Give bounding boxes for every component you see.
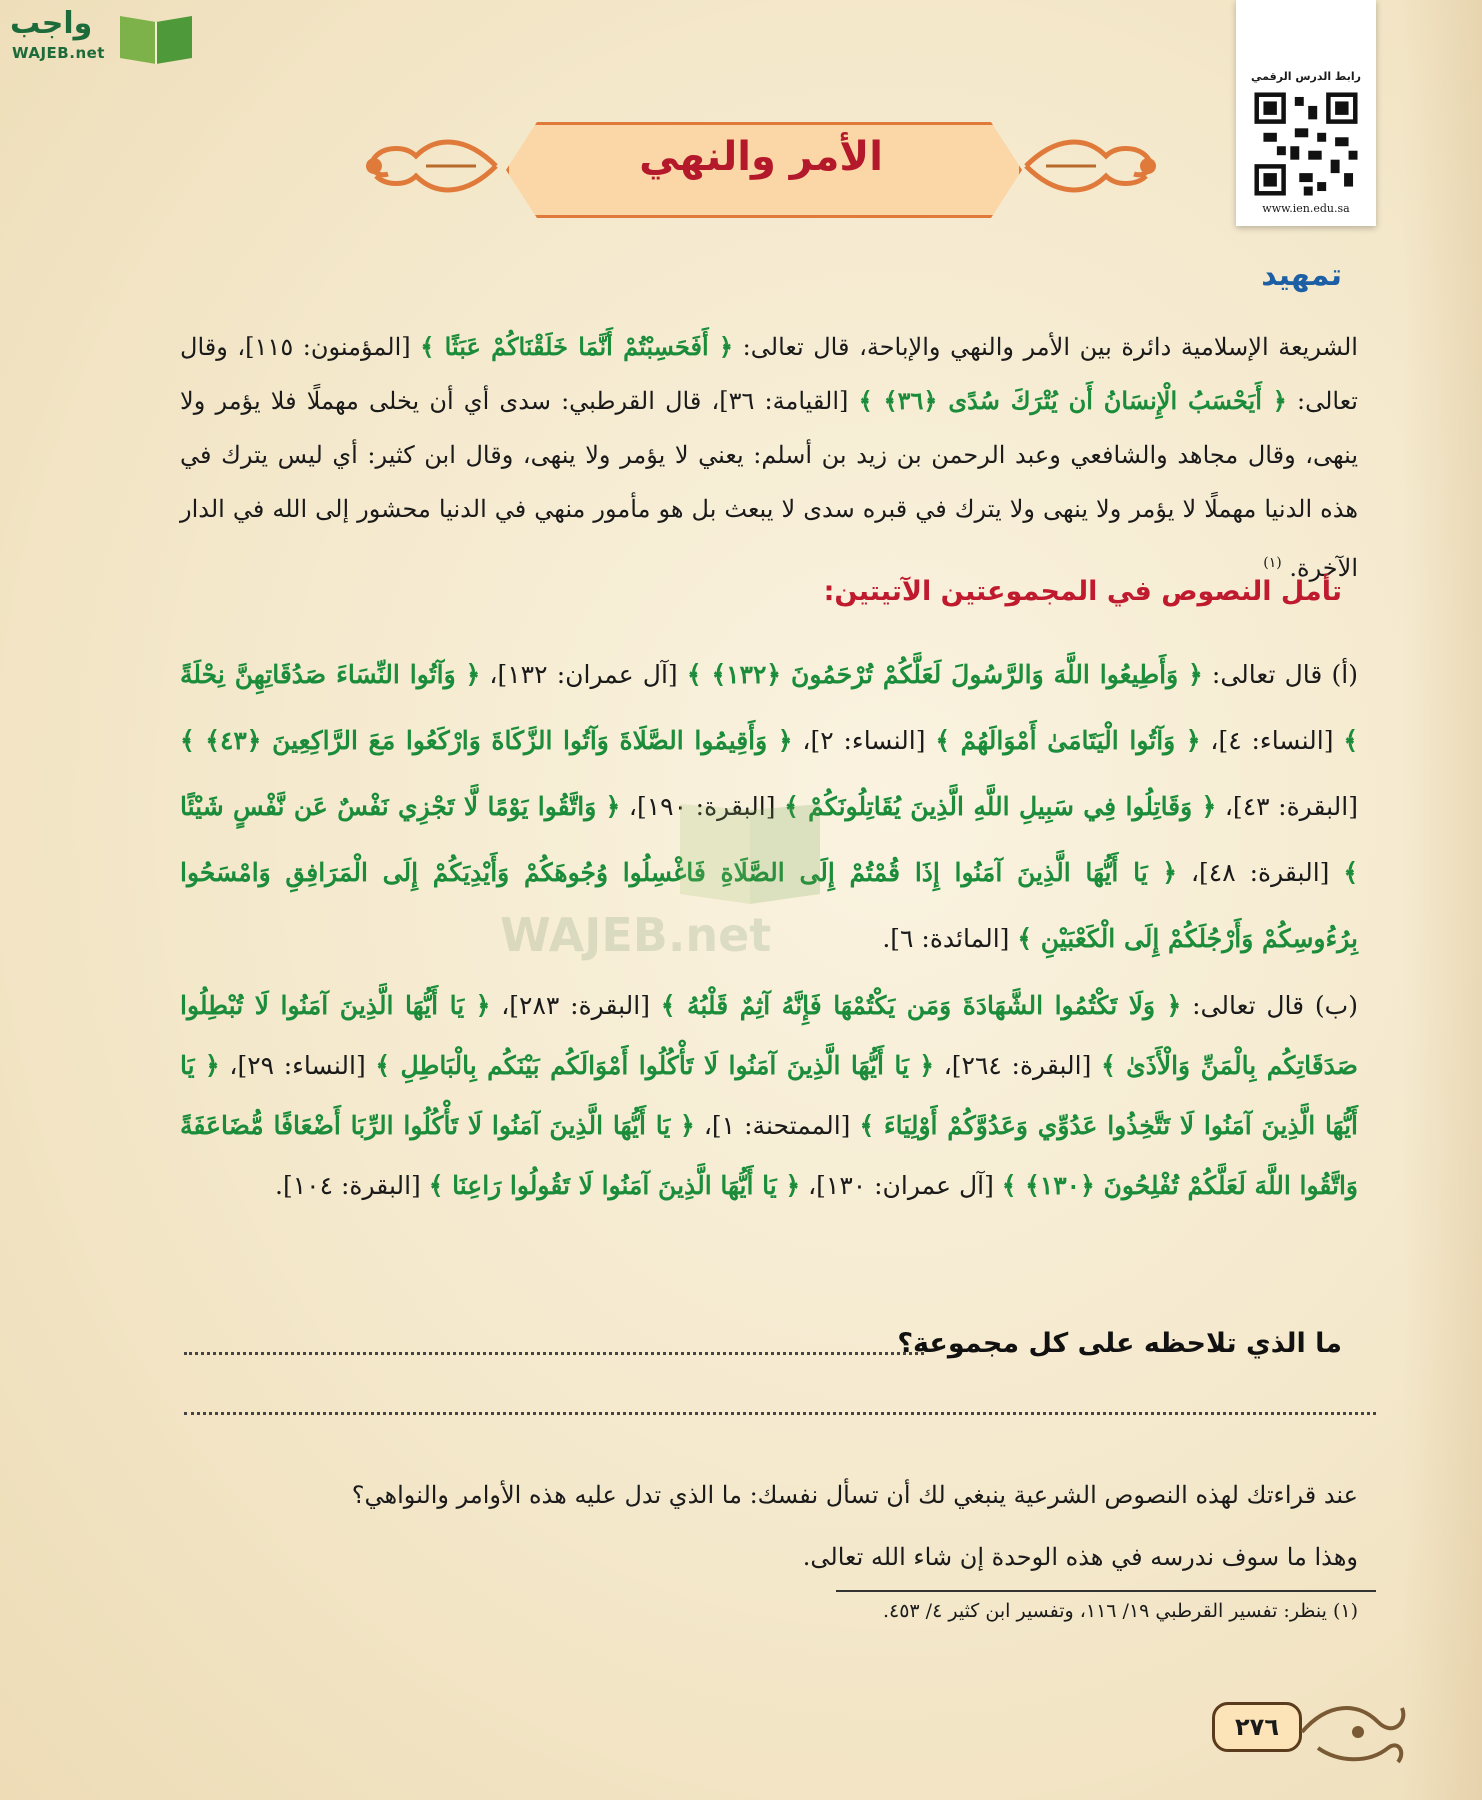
closing-line-2: وهذا ما سوف ندرسه في هذه الوحدة إن شاء الله تعالى. xyxy=(802,1543,1358,1571)
brand-logo[interactable] xyxy=(10,6,190,66)
qr-code-icon[interactable] xyxy=(1244,88,1368,200)
group-a-ayah: ﴿ وَآتُوا الْيَتَامَىٰ أَمْوَالَهُمْ ﴾ xyxy=(935,726,1201,755)
group-b-ref: [النساء: ٢٩]، xyxy=(229,1051,366,1080)
group-b-ayah: ﴿ يَا أَيُّهَا الَّذِينَ آمَنُوا لَا تَأْكُلُوا أَمْوَالَكُم بَيْنَكُم بِالْبَاطِلِ ﴾ xyxy=(375,1051,935,1080)
intro-text-2: وقال تعالى: xyxy=(180,333,1358,415)
group-a-ref: [البقرة: ١٩٠]، xyxy=(628,792,776,821)
right-flourish-icon xyxy=(1016,116,1166,216)
group-b-ayah: ﴿ يَا أَيُّهَا الَّذِينَ آمَنُوا لَا تَتَّخِذُوا عَدُوِّي وَعَدُوَّكُمْ أَوْلِيَاءَ ﴾ xyxy=(180,1051,1358,1140)
digital-lesson-qr-card[interactable] xyxy=(1236,0,1376,226)
group-a-ref: [النساء: ٢]، xyxy=(802,726,926,755)
group-a-label: (أ) xyxy=(1331,660,1358,689)
group-b-label: (ب) xyxy=(1314,991,1358,1020)
answer-line-2[interactable] xyxy=(184,1412,1376,1415)
watermark-logo xyxy=(500,800,860,960)
ayah-mu-minun-115: ﴿ أَفَحَسِبْتُمْ أَنَّمَا خَلَقْنَاكُمْ عَبَثًا ﴾ xyxy=(420,332,734,361)
group-a-ayah: ﴿ يَا أَيُّهَا الَّذِينَ آمَنُوا إِذَا قُمْتُمْ إِلَى الصَّلَاةِ فَاغْسِلُوا وُجُوهَكُمْ وَأَيْدِيَكُمْ إِلَى الْمَرَافِقِ وَامْسَحُوا بِرُءُوسِكُمْ وَأَرْجُلَكُمْ إِلَى الْكَعْبَيْنِ ﴾ xyxy=(180,858,1358,953)
qr-url: www.ien.edu.sa xyxy=(1262,202,1350,215)
group-a-ref: [آل عمران: ١٣٢]، xyxy=(489,660,678,689)
title-banner xyxy=(356,104,1166,234)
group-b-ayah: ﴿ وَلَا تَكْتُمُوا الشَّهَادَةَ وَمَن يَكْتُمْهَا فَإِنَّهُ آثِمٌ قَلْبُهُ ﴾ xyxy=(660,991,1182,1020)
page-number: ٢٧٦ xyxy=(1212,1702,1302,1752)
group-a-ayah: ﴿ وَأَطِيعُوا اللَّهَ وَالرَّسُولَ لَعَلَّكُمْ تُرْحَمُونَ ﴿١٣٢﴾ ﴾ xyxy=(686,660,1203,689)
group-a-ref: [البقرة: ٤٣]، xyxy=(1224,792,1358,821)
ref-qiyamah-36: [القيامة: ٣٦]، xyxy=(711,387,849,415)
group-a-ref: [البقرة: ٤٨]، xyxy=(1190,858,1330,887)
page-number-badge xyxy=(1212,1692,1412,1772)
footnote: (١) ينظر: تفسير القرطبي ١٩/ ١١٦، وتفسير ابن كثير ٤/ ٤٥٣. xyxy=(882,1600,1358,1622)
ayah-qiyamah-36: ﴿ أَيَحْسَبُ الْإِنسَانُ أَن يُتْرَكَ سُدًى ﴿٣٦﴾ ﴾ xyxy=(858,386,1287,415)
brand-latin-name: WAJEB.net xyxy=(12,44,105,62)
open-book-icon xyxy=(116,12,196,68)
group-a-ref: [المائدة: ٦]. xyxy=(882,924,1010,953)
group-b-lead: قال تعالى: xyxy=(1192,991,1305,1020)
watermark-text: WAJEB.net xyxy=(500,908,772,962)
group-b-ref: [البقرة: ١٠٤]. xyxy=(275,1171,421,1200)
group-a-ayah: ﴿ وَآتُوا النِّسَاءَ صَدُقَاتِهِنَّ نِحْلَةً ﴾ xyxy=(180,660,1359,755)
intro-text-1: الشريعة الإسلامية دائرة بين الأمر والنهي والإباحة، قال تعالى: xyxy=(742,333,1358,361)
ref-mu-minun-115: [المؤمنون: ١١٥]، xyxy=(237,333,411,361)
group-b-ref: [البقرة: ٢٦٤]، xyxy=(943,1051,1092,1080)
brand-wordmark: واجب xyxy=(10,6,93,41)
group-a-ref: [النساء: ٤]، xyxy=(1210,726,1334,755)
qr-label: رابط الدرس الرقمي xyxy=(1251,70,1361,83)
group-b-ayah: ﴿ يَا أَيُّهَا الَّذِينَ آمَنُوا لَا تَأْكُلُوا الرِّبَا أَضْعَافًا مُّضَاعَفَةً وَاتَّقُوا اللَّهَ لَعَلَّكُمْ تُفْلِحُونَ ﴿١٣٠﴾ ﴾ xyxy=(180,1111,1358,1200)
group-b-ref: [الممتحنة: ١]، xyxy=(703,1111,851,1140)
closing-line-1: عند قراءتك لهذه النصوص الشرعية ينبغي لك أن تسأل نفسك: ما الذي تدل عليه هذه الأوامر والنواهي؟ xyxy=(351,1481,1358,1509)
group-a-ayah: ﴿ وَاتَّقُوا يَوْمًا لَّا تَجْزِي نَفْسٌ عَن نَّفْسٍ شَيْئًا ﴾ xyxy=(180,792,1359,887)
group-b-ayah: ﴿ يَا أَيُّهَا الَّذِينَ آمَنُوا لَا تَقُولُوا رَاعِنَا ﴾ xyxy=(428,1171,801,1200)
group-a-ayah: ﴿ وَأَقِيمُوا الصَّلَاةَ وَآتُوا الزَّكَاةَ وَارْكَعُوا مَعَ الرَّاكِعِينَ ﴿٤٣﴾ ﴾ xyxy=(180,726,793,755)
group-b-ref: [البقرة: ٢٨٣]، xyxy=(501,991,650,1020)
group-a-ayah: ﴿ وَقَاتِلُوا فِي سَبِيلِ اللَّهِ الَّذِينَ يُقَاتِلُونَكُمْ ﴾ xyxy=(784,792,1217,821)
left-flourish-icon xyxy=(356,116,506,216)
footnote-divider xyxy=(836,1590,1376,1592)
intro-heading: تمهيد xyxy=(1261,258,1342,293)
group-b-ayah: ﴿ يَا أَيُّهَا الَّذِينَ آمَنُوا لَا تُبْطِلُوا صَدَقَاتِكُم بِالْمَنِّ وَالْأَذَىٰ ﴾ xyxy=(180,991,1359,1080)
decorative-page-edge xyxy=(1402,0,1482,1800)
group-b-ref: [آل عمران: ١٣٠]، xyxy=(808,1171,994,1200)
footnote-marker[interactable]: (١) xyxy=(1263,555,1282,571)
corner-flourish-icon xyxy=(1298,1692,1412,1772)
texts-heading: تأمل النصوص في المجموعتين الآتيتين: xyxy=(823,576,1342,607)
group-b-paragraph xyxy=(180,976,1358,1216)
watermark-book-icon xyxy=(500,800,860,910)
group-a-lead: قال تعالى: xyxy=(1211,660,1323,689)
answer-line-1[interactable] xyxy=(184,1352,924,1355)
page-title: الأمر والنهي xyxy=(639,134,883,180)
intro-text-3: قال القرطبي: سدى أي أن يخلى مهملًا فلا يؤمر ولا ينهى، وقال مجاهد والشافعي وعبد الرحمن بن زيد بن أسلم: يعني لا يؤمر ولا ينهى، وقال ابن كثير: أي ليس يترك في هذه الدنيا مهملًا لا يؤمر ولا ينهى ولا يترك في قبره سدى لا يبعث بل هو مأمور منهي في الدنيا محشور إلى الله في الدار الآخرة. xyxy=(180,387,1358,582)
question-prompt: ما الذي تلاحظه على كل مجموعة؟ xyxy=(897,1328,1342,1359)
closing-paragraph xyxy=(180,1464,1358,1588)
intro-paragraph xyxy=(180,320,1358,595)
